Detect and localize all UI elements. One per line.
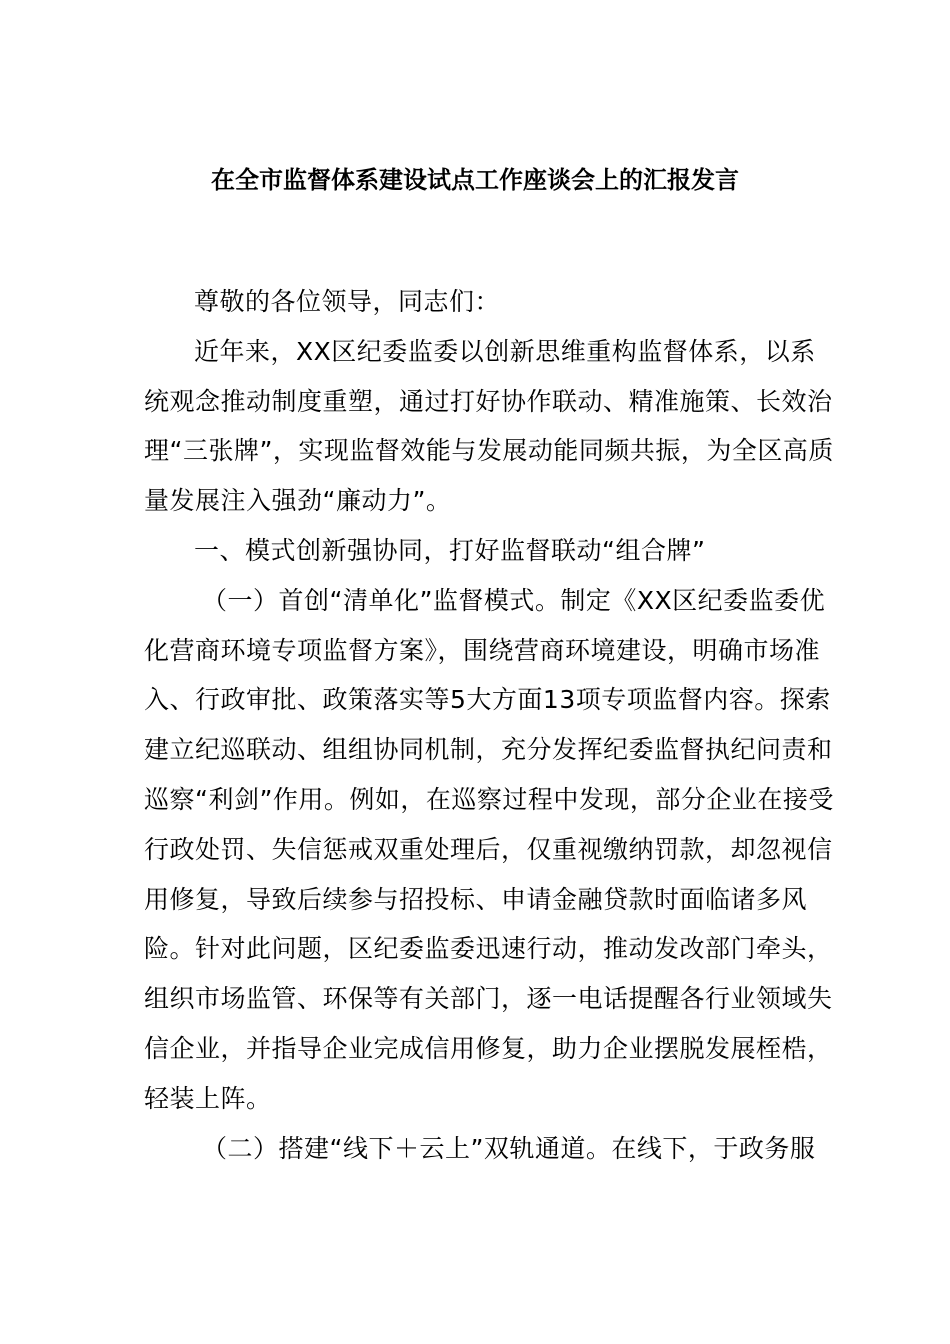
section-heading: 一、模式创新强协同，打好监督联动“组合牌”	[194, 535, 706, 565]
document-title: 在全市监督体系建设试点工作座谈会上的汇报发言	[211, 166, 739, 194]
document-body	[144, 277, 834, 1173]
intro-paragraph: 近年来，XX区纪委监委以创新思维重构监督体系，以系统观念推动制度重塑，通过打好协作联动、精准施策、长效治理“三张牌”，实现监督效能与发展动能同频共振，为全区高质量发展注入强劲“廉动力”。	[144, 336, 834, 516]
subsection-paragraph-1: （一）首创“清单化”监督模式。制定《XX区纪委监委优化营商环境专项监督方案》，围绕营商环境建设，明确市场准入、行政审批、政策落实等5大方面13项专项监督内容。探索建立纪巡联动、组组协同机制，充分发挥纪委监督执纪问责和巡察“利剑”作用。例如，在巡察过程中发现，部分企业在接受行政处罚、失信惩戒双重处理后，仅重视缴纳罚款，却忽视信用修复，导致后续参与招投标、申请金融贷款时面临诸多风险。针对此问题，区纪委监委迅速行动，推动发改部门牵头，组织市场监管、环保等有关部门，逐一电话提醒各行业领域失信企业，并指导企业完成信用修复，助力企业摆脱发展桎梏，轻装上阵。	[144, 585, 834, 1113]
subsection-paragraph-2: （二）搭建“线下＋云上”双轨通道。在线下，于政务服	[202, 1133, 816, 1163]
salutation-paragraph: 尊敬的各位领导，同志们：	[194, 287, 501, 316]
